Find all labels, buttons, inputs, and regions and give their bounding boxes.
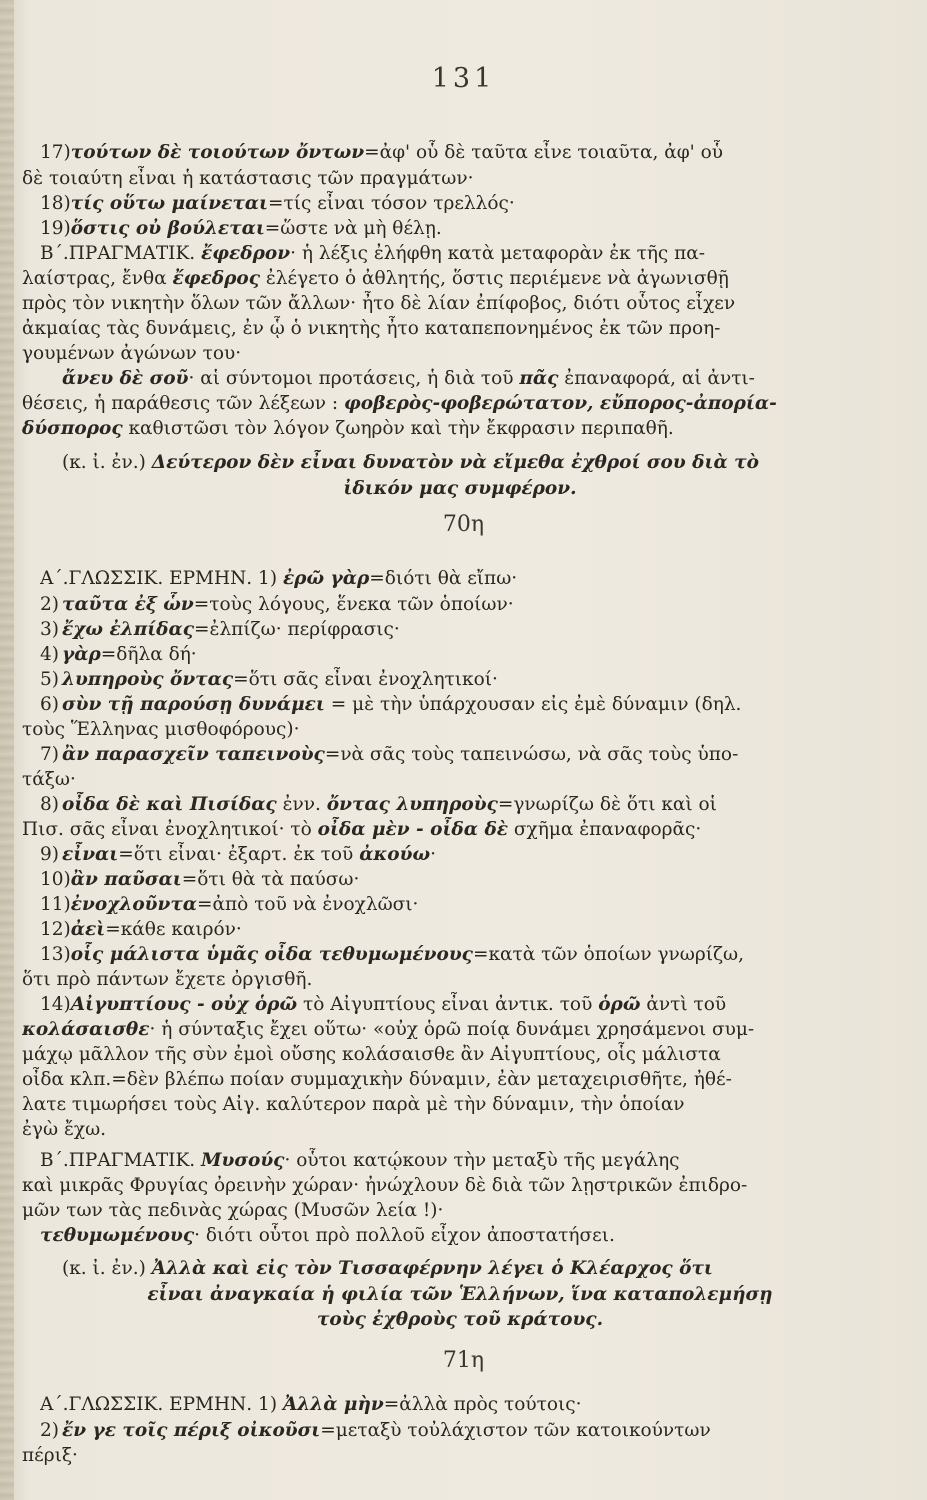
- text-line: [40, 917, 916, 943]
- text-line: [22, 1042, 898, 1068]
- emphasized-phrase: τεθυμωμένους: [40, 1225, 195, 1246]
- text-line: [22, 1017, 898, 1043]
- line-number: 17): [40, 142, 71, 163]
- text-line: [40, 617, 916, 643]
- emphasized-phrase: ὄντας λυπηροὺς: [326, 794, 498, 815]
- emphasized-phrase: τίς οὕτω μαίνεται: [70, 193, 268, 214]
- text-line: [22, 316, 898, 342]
- text-line: [40, 592, 916, 618]
- text-line: [40, 692, 916, 718]
- text-segment: λατε τιμωρήσει τοὺς Αἰγ. καλύτερον παρὰ μὲ τὴν δύναμιν, τὴν ὁποίαν: [22, 1094, 685, 1115]
- text-line: [40, 1418, 916, 1444]
- text-line: [40, 1223, 916, 1249]
- text-segment: ΓΛΩΣΣΙΚ. ΕΡΜΗΝ. 1): [68, 568, 283, 589]
- line-number: 11): [40, 894, 71, 915]
- text-line: [22, 1092, 898, 1118]
- emphasized-phrase: Μυσούς: [201, 1150, 285, 1171]
- emphasized-phrase: οἶδα δὲ καὶ Πισίδας: [62, 794, 277, 815]
- text-segment: ·: [430, 844, 436, 865]
- text-line: [40, 867, 916, 893]
- text-segment: =δῆλα δή·: [100, 644, 197, 665]
- text-segment: ΓΛΩΣΣΙΚ. ΕΡΜΗΝ. 1): [68, 1394, 283, 1415]
- text-line: [40, 140, 916, 166]
- text-segment: τὸ Αἰγυπτίους εἶναι ἀντικ. τοῦ: [297, 994, 599, 1015]
- text-segment: =διότι θὰ εἴπω·: [369, 568, 518, 589]
- page-binding-edge: [0, 0, 14, 1500]
- text-line: [22, 391, 898, 417]
- text-line: [40, 191, 916, 217]
- text-line: [22, 166, 898, 192]
- text-segment: σχῆμα ἐπαναφορᾶς·: [508, 819, 702, 840]
- text-segment: =ὅτι θὰ τὰ παύσω·: [181, 869, 360, 890]
- line-number: 10): [40, 869, 71, 890]
- text-segment: =κατὰ τῶν ὁποίων γνωρίζω,: [472, 944, 744, 965]
- emphasized-phrase: κολάσαισθε: [22, 1019, 150, 1040]
- text-segment: πρὸς τὸν νικητὴν ὅλων τῶν ἄλλων· ἦτο δὲ λίαν ἐπίφοβος, διότι οὗτος εἶχεν: [22, 293, 736, 314]
- text-segment: μάχῳ μᾶλλον τῆς σὺν ἐμοὶ οὔσης κολάσαισθε ἂν Αἰγυπτίους, οἷς μάλιστα: [22, 1044, 721, 1065]
- text-segment: =ὅτι εἶναι· ἐξαρτ. ἐκ τοῦ: [118, 844, 360, 865]
- text-segment: καθιστῶσι τὸν λόγον ζωηρὸν καὶ τὴν ἔκφρασιν περιπαθῆ.: [122, 418, 674, 439]
- text-line: [22, 817, 898, 843]
- emphasized-phrase: ἂν παῦσαι: [70, 869, 182, 890]
- emphasized-phrase: λυπηροὺς ὄντας: [62, 669, 234, 690]
- text-segment: =ἀλλὰ πρὸς τούτοις·: [383, 1394, 582, 1415]
- line-number: 19): [40, 218, 71, 239]
- text-line: [40, 566, 916, 592]
- text-line: [22, 291, 898, 317]
- emphasized-phrase: ἀεὶ: [70, 919, 106, 940]
- emphasized-phrase: Ἀλλὰ καὶ εἰς τὸν Τισσαφέρνην λέγει ὁ Κλέαρχος ὅτι: [151, 1258, 713, 1279]
- emphasized-phrase: πᾶς: [519, 368, 559, 389]
- text-segment: λαίστρας, ἔνθα: [22, 268, 173, 289]
- emphasized-phrase: ἰδικόν μας συμφέρον.: [343, 478, 577, 499]
- text-segment: πέριξ·: [22, 1445, 78, 1466]
- emphasized-phrase: ὅστις οὐ βούλεται: [70, 218, 265, 239]
- emphasized-phrase: δύσπορος: [22, 418, 123, 439]
- text-segment: θέσεις, ἡ παράθεσις τῶν λέξεων :: [22, 393, 344, 414]
- emphasized-phrase: σὺν τῇ παρούσῃ δυνάμει: [62, 694, 325, 715]
- text-segment: =ὥστε νὰ μὴ θέλῃ.: [264, 218, 442, 239]
- emphasized-phrase: ταῦτα ἐξ ὧν: [62, 594, 194, 615]
- text-line: [62, 1256, 927, 1282]
- text-segment: ἐνν.: [276, 794, 327, 815]
- line-number: 18): [40, 193, 71, 214]
- text-line: [22, 967, 898, 993]
- emphasized-phrase: ὁρῶ: [598, 994, 641, 1015]
- emphasized-phrase: ἀκούω: [359, 844, 431, 865]
- text-line: [22, 1117, 898, 1143]
- text-segment: · ἡ σύνταξις ἔχει οὕτω· «οὐχ ὁρῶ ποίᾳ δυνάμει χρησάμενοι συμ-: [149, 1019, 755, 1040]
- text-segment: =μεταξὺ τοὐλάχιστον τῶν κατοικούντων: [320, 1420, 711, 1441]
- line-number: 6): [40, 694, 59, 715]
- text-line: [62, 366, 927, 392]
- text-line: [40, 992, 916, 1018]
- text-line: [22, 717, 898, 743]
- section-heading-70: 70η: [442, 512, 485, 537]
- text-line: [62, 450, 927, 476]
- text-segment: τάξω·: [22, 769, 76, 790]
- text-segment: =γνωρίζω δὲ ὅτι καὶ οἱ: [497, 794, 717, 815]
- emphasized-phrase: ἔφεδρος: [172, 268, 260, 289]
- line-number: 2): [40, 594, 59, 615]
- emphasized-phrase: φοβερὸς-φοβερώτατον, εὔπορος-ἀπορία-: [344, 393, 777, 414]
- text-segment: =ἐλπίζω· περίφρασις·: [194, 619, 400, 640]
- line-number: 14): [40, 994, 71, 1015]
- text-line: [22, 1443, 898, 1469]
- emphasized-phrase: Ἀλλὰ μὴν: [282, 1394, 384, 1415]
- text-segment: (κ. ἰ. ἐν.): [62, 1258, 152, 1279]
- text-line: [40, 892, 916, 918]
- emphasized-phrase: ἔχω ἐλπίδας: [62, 619, 195, 640]
- text-line: [22, 1067, 898, 1093]
- text-line: [22, 416, 898, 442]
- text-line: [22, 341, 898, 367]
- text-segment: = μὲ τὴν ὑπάρχουσαν εἰς ἐμὲ δύναμιν (δηλ.: [324, 694, 742, 715]
- text-segment: =τίς εἶναι τόσον τρελλός·: [268, 193, 515, 214]
- emphasized-phrase: οἷς μάλιστα ὑμᾶς οἶδα τεθυμωμένους: [70, 944, 473, 965]
- text-segment: =τοὺς λόγους, ἕνεκα τῶν ὁποίων·: [193, 594, 514, 615]
- emphasized-phrase: Αἰγυπτίους - οὐχ ὁρῶ: [70, 994, 298, 1015]
- line-number: 8): [40, 794, 59, 815]
- text-line: [22, 1282, 898, 1308]
- text-segment: ἀντὶ τοῦ: [640, 994, 727, 1015]
- emphasized-phrase: ἔν γε τοῖς πέριξ οἰκοῦσι: [62, 1420, 321, 1441]
- text-line: [40, 792, 916, 818]
- text-segment: τοὺς Ἕλληνας μισθοφόρους)·: [22, 719, 300, 740]
- text-segment: (κ. ἰ. ἐν.): [62, 452, 152, 473]
- line-number: Α΄.: [40, 1394, 69, 1415]
- text-segment: ἀκμαίας τὰς δυνάμεις, ἐν ᾧ ὁ νικητὴς ἦτο καταπεπονημένος ἐκ τῶν προη-: [22, 318, 721, 339]
- emphasized-phrase: γὰρ: [62, 644, 101, 665]
- text-line: [40, 241, 916, 267]
- text-line: [40, 842, 916, 868]
- text-segment: · αἱ σύντομοι προτάσεις, ἡ διὰ τοῦ: [188, 368, 520, 389]
- line-number: 2): [40, 1420, 59, 1441]
- text-segment: γουμένων ἀγώνων του·: [22, 343, 242, 364]
- emphasized-phrase: ἔφεδρον: [201, 243, 291, 264]
- text-segment: ἐλέγετο ὁ ἀθλητής, ὅστις περιέμενε νὰ ἀγωνισθῇ: [260, 268, 729, 289]
- text-segment: =ὅτι σᾶς εἶναι ἐνοχλητικοί·: [233, 669, 498, 690]
- text-line: [22, 266, 898, 292]
- text-line: [40, 642, 916, 668]
- page-number: 131: [431, 63, 496, 94]
- text-line: [22, 476, 898, 502]
- line-number: 4): [40, 644, 59, 665]
- text-segment: ΠΡΑΓΜΑΤΙΚ.: [68, 1150, 202, 1171]
- line-number: Β΄.: [40, 243, 69, 264]
- text-segment: ΠΡΑΓΜΑΤΙΚ.: [68, 243, 202, 264]
- text-segment: ὅτι πρὸ πάντων ἔχετε ὀργισθῆ.: [22, 969, 313, 990]
- text-segment: =ἀπὸ τοῦ νὰ ἐνοχλῶσι·: [197, 894, 419, 915]
- text-segment: =νὰ σᾶς τοὺς ταπεινώσω, νὰ σᾶς τοὺς ὑπο-: [324, 744, 739, 765]
- text-line: [22, 1307, 898, 1333]
- text-line: [40, 216, 916, 242]
- section-heading-71: 71η: [442, 1348, 485, 1373]
- text-segment: Πισ. σᾶς εἶναι ἐνοχλητικοί· τὸ: [22, 819, 318, 840]
- text-line: [40, 667, 916, 693]
- emphasized-phrase: οἶδα μὲν - οἶδα δὲ: [317, 819, 509, 840]
- text-line: [40, 742, 916, 768]
- text-segment: =κάθε καιρόν·: [105, 919, 242, 940]
- text-segment: · ἡ λέξις ἐλήφθη κατὰ μεταφορὰν ἐκ τῆς πα-: [290, 243, 706, 264]
- line-number: Α΄.: [40, 568, 69, 589]
- text-segment: · διότι οὗτοι πρὸ πολλοῦ εἶχον ἀποστατήσει.: [194, 1225, 615, 1246]
- text-segment: ἐπαναφορά, αἱ ἀντι-: [558, 368, 755, 389]
- line-number: Β΄.: [40, 1150, 69, 1171]
- text-line: [22, 1173, 898, 1199]
- text-line: [40, 1392, 916, 1418]
- text-segment: οἶδα κλπ.=δὲν βλέπω ποίαν συμμαχικὴν δύναμιν, ἐὰν μεταχειρισθῆτε, ἠθέ-: [22, 1069, 732, 1090]
- text-segment: μῶν των τὰς πεδινὰς χώρας (Μυσῶν λεία !)·: [22, 1200, 444, 1221]
- line-number: 12): [40, 919, 71, 940]
- emphasized-phrase: εἶναι: [62, 844, 119, 865]
- emphasized-phrase: ἐνοχλοῦντα: [70, 894, 198, 915]
- text-segment: καὶ μικρᾶς Φρυγίας ὀρεινὴν χώραν· ἠνώχλουν δὲ διὰ τῶν λῃστρικῶν ἐπιδρο-: [22, 1175, 748, 1196]
- line-number: 5): [40, 669, 59, 690]
- line-number: 9): [40, 844, 59, 865]
- text-segment: ἐγὼ ἔχω.: [22, 1119, 107, 1140]
- emphasized-phrase: ἂν παρασχεῖν ταπεινοὺς: [62, 744, 325, 765]
- emphasized-phrase: εἶναι ἀναγκαία ἡ φιλία τῶν Ἑλλήνων, ἵνα καταπολεμήσῃ: [147, 1284, 773, 1305]
- line-number: 3): [40, 619, 59, 640]
- emphasized-phrase: ἄνευ δὲ σοῦ: [62, 368, 189, 389]
- text-segment: δὲ τοιαύτη εἶναι ἡ κατάστασις τῶν πραγμάτων·: [22, 168, 474, 189]
- emphasized-phrase: ἐρῶ γὰρ: [282, 568, 370, 589]
- text-segment: · οὗτοι κατῴκουν τὴν μεταξὺ τῆς μεγάλης: [284, 1150, 680, 1171]
- text-segment: =ἀφ' οὗ δὲ ταῦτα εἶνε τοιαῦτα, ἀφ' οὗ: [364, 142, 724, 163]
- text-line: [22, 1198, 898, 1224]
- text-line: [22, 767, 898, 793]
- emphasized-phrase: Δεύτερον δὲν εἶναι δυνατὸν νὰ εἴμεθα ἐχθροί σου διὰ τὸ: [151, 452, 759, 473]
- line-number: 7): [40, 744, 59, 765]
- text-line: [40, 1148, 916, 1174]
- text-line: [40, 942, 916, 968]
- emphasized-phrase: τοὺς ἐχθροὺς τοῦ κράτους.: [316, 1309, 604, 1330]
- emphasized-phrase: τούτων δὲ τοιούτων ὄντων: [70, 142, 365, 163]
- line-number: 13): [40, 944, 71, 965]
